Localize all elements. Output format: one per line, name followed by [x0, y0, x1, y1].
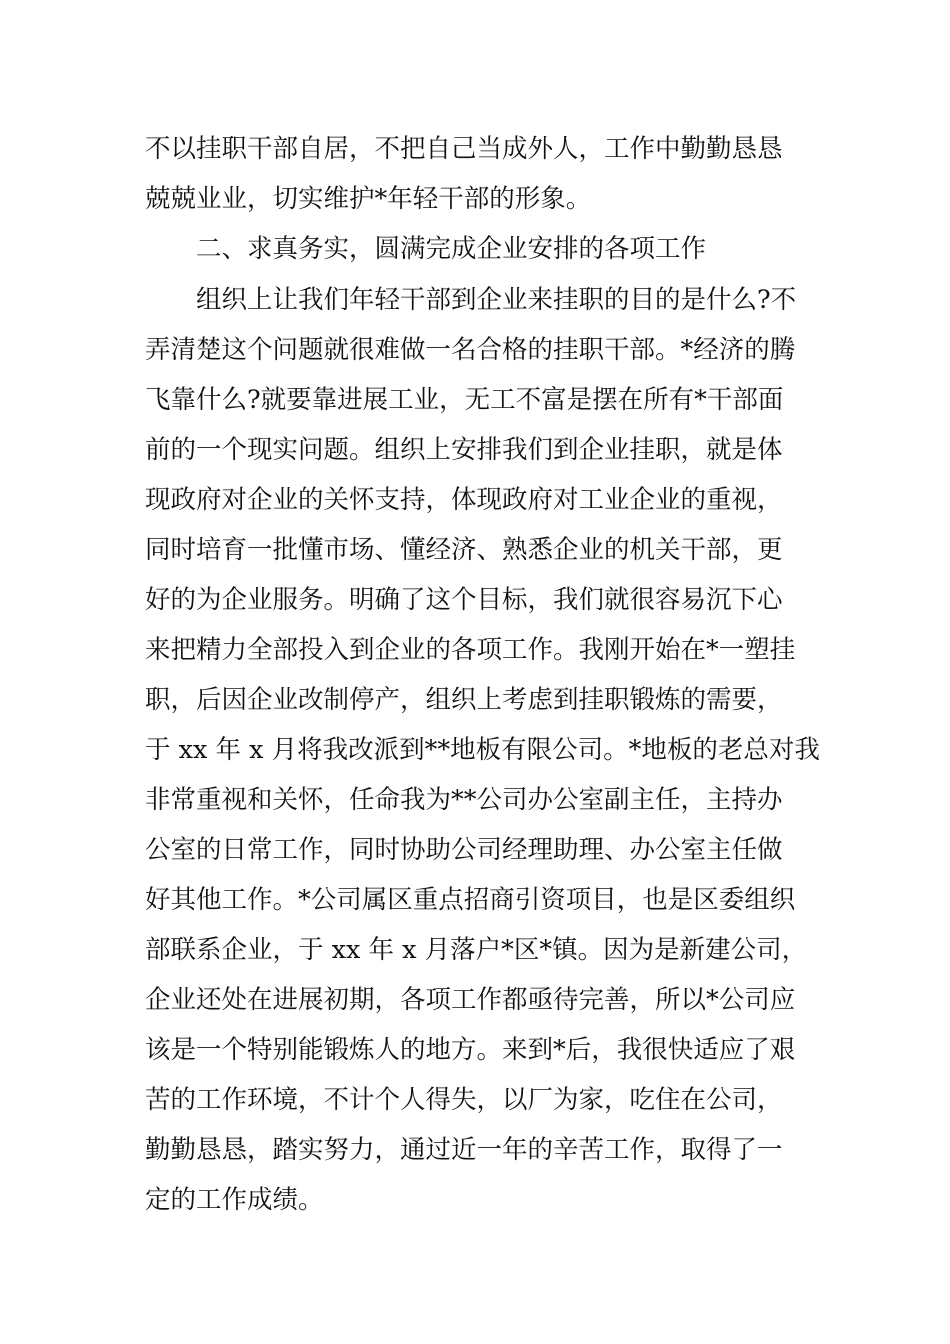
- body-line: 现政府对企业的关怀支持，体现政府对工业企业的重视，: [145, 485, 783, 515]
- body-line: 前的一个现实问题。组织上安排我们到企业挂职，就是体: [145, 435, 783, 465]
- body-line: 非常重视和关怀，任命我为**公司办公室副主任，主持办: [145, 785, 783, 815]
- body-line: 勤勤恳恳，踏实努力，通过近一年的辛苦工作，取得了一: [145, 1135, 783, 1165]
- body-line: 公室的日常工作，同时协助公司经理助理、办公室主任做: [145, 835, 783, 865]
- body-line: 定的工作成绩。: [145, 1185, 324, 1215]
- body-line: 于 xx 年 x 月将我改派到**地板有限公司。*地板的老总对我: [145, 735, 820, 765]
- body-line: 好的为企业服务。明确了这个目标，我们就很容易沉下心: [145, 585, 783, 615]
- body-line: 组织上让我们年轻干部到企业来挂职的目的是什么?不: [196, 285, 797, 315]
- body-line: 企业还处在进展初期，各项工作都亟待完善，所以*公司应: [145, 985, 796, 1015]
- body-line: 飞靠什么?就要靠进展工业，无工不富是摆在所有*干部面: [145, 385, 784, 415]
- body-line: 不以挂职干部自居，不把自己当成外人，工作中勤勤恳恳: [145, 134, 783, 164]
- body-line: 苦的工作环境，不计个人得失，以厂为家，吃住在公司，: [145, 1085, 783, 1115]
- body-line: 同时培育一批懂市场、懂经济、熟悉企业的机关干部，更: [145, 535, 783, 565]
- section-heading: 二、求真务实，圆满完成企业安排的各项工作: [196, 234, 707, 264]
- body-line: 兢兢业业，切实维护*年轻干部的形象。: [145, 184, 592, 214]
- body-line: 来把精力全部投入到企业的各项工作。我刚开始在*一塑挂: [145, 635, 796, 665]
- body-line: 弄清楚这个问题就很难做一名合格的挂职干部。*经济的腾: [145, 335, 796, 365]
- body-line: 该是一个特别能锻炼人的地方。来到*后，我很快适应了艰: [145, 1035, 796, 1065]
- body-line: 职，后因企业改制停产，组织上考虑到挂职锻炼的需要，: [145, 685, 783, 715]
- body-line: 部联系企业，于 xx 年 x 月落户*区*镇。因为是新建公司，: [145, 935, 808, 965]
- body-line: 好其他工作。*公司属区重点招商引资项目，也是区委组织: [145, 885, 796, 915]
